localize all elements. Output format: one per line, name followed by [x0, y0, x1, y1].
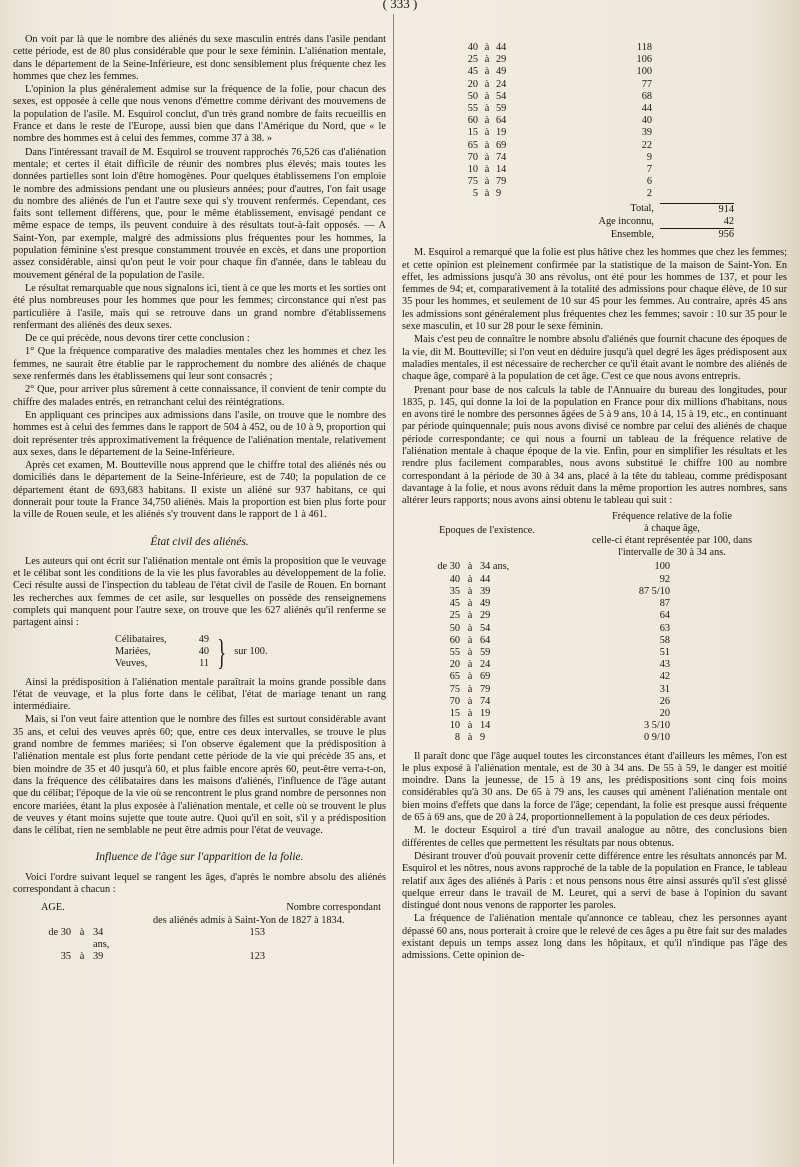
- paragraph: Après cet examen, M. Boutteville nous apprend que le chiffre total des aliénés nés ou domiciliés dans le département de la Seine-Inférieure, est de 740; la population de ce département étant de 693,683 habitans. Il existe un aliéné sur 937 habitans, ce qui donnerait pour toute la France 34,750 aliénés. Mais la proportion est bien plus forte pour la ville de Rouen seule, et les aliénés s'y trouvent dans le rapport de 1 à 461.: [13, 460, 386, 521]
- table-row: 55 à 59 44: [467, 103, 652, 115]
- civil-status-list: [115, 634, 386, 671]
- table-row: 65 à 69 42: [449, 671, 670, 683]
- right-column: [402, 42, 787, 964]
- paragraph: Prenant pour base de nos calculs la table de l'Annuaire du bureau des longitudes, pour 1835, p. 145, qui donne la loi de la population en France pour dix millions d'habitans, nous en avons tiré le nombre des personnes âgées de 5 à 9 ans, 10 à 14, 15 à 19, etc., en continuant par période quinquennale; puis nous avons divisé ce nombre par celui des aliénés de chaque période correspondante; ce qui nous a fourni un tableau de la fréquence relative de l'aliénation mentale à chaque époque de la vie. Enfin, pour en simplifier les résultats et les rendre plus facilement comparables, nous avons substitué le chiffre 100 au nombre correspondant à la période de 30 à 34 ans, placé à la tête du tableau, comme prédisposant davantage à la folie, et nous avons réduit dans la même proportion les autres nombres, sans altérer leurs rapports; nous avons ainsi obtenu le tableau qui suit :: [402, 384, 787, 507]
- ensemble-value: 956: [660, 229, 734, 242]
- frequency-table: [402, 561, 680, 744]
- table-row: 10 à 14 3 5/10: [449, 720, 670, 732]
- brace-glyph: }: [217, 632, 226, 673]
- section-title-age: Influence de l'âge sur l'apparition de la folie.: [95, 851, 304, 864]
- paragraph: Il paraît donc que l'âge auquel toutes les circonstances étant d'ailleurs les mêmes, l'on est le plus exposé à l'aliénation mentale, est de 30 à 34 ans. De 55 à 59, le danger est moitié moindre. Dans la jeunesse, de 15 à 19 ans, les prédispositions sont cinq fois moins considérables qu'à 30 ans. De 65 à 79 ans, les causes qui amènent l'aliénation mentale ont bien moins d'effets que dans la force de l'âge; cependant, la folie est presque aussi fréquente de 65 à 69 ans, que de 20 à 24, proportionnellement à la population de ces deux périodes.: [402, 750, 787, 824]
- left-column: [13, 34, 386, 964]
- table-row: 10 à 14 7: [467, 164, 652, 176]
- table-row: 45 à 49 87: [449, 598, 670, 610]
- total-value: 914: [660, 203, 734, 216]
- civil-row: Célibataires, 49: [115, 633, 209, 645]
- paragraph: Mais, si l'on veut faire attention que le nombre des filles est surtout considérable avant 35 ans, et celui des veuves après 60; que, entre ces deux intervalles, se trouve le plus grand nombre de femmes mariées; si l'on observe également que la prédisposition à l'aliénation mentale est plus forte pendant cette période de la vie qui précède 35 ans, et bien moindre de 35 et 40 jusqu'à 60, et plus faible encore après 60, peut-être verra-t-on, dans la fréquence des célibataires dans les maisons d'aliénés, l'influence de l'âge autant que du célibat; l'époque de la vie où se rencontrent le plus grand nombre de personnes non encore mariées, étant la plus exposée à l'aliénation mentale, et celle où se trouvent le plus de veuves y étant moins sujette que toute autre. Quoi qu'il en soit, s'il y a prédisposition dans le célibat, rien ne semblable ne peut être admis pour l'état de veuvage.: [13, 714, 386, 837]
- unknown-age-label: Age inconnu,: [598, 215, 654, 227]
- age-table-left: [13, 927, 265, 964]
- paragraph: De ce qui précède, nous devons tirer cette conclusion :: [25, 333, 250, 345]
- paragraph: La fréquence de l'aliénation mentale qu'annonce ce tableau, chez les personnes ayant dépassé 60 ans, nous porterait à croire que le relevé de ces âges a pu être fait sur des malades existant depuis un temps assez long dans les hôpitaux, et qu'il n'indique pas l'âge des admissions. Cette opinion de-: [402, 913, 787, 962]
- table-row: 35 à 39 123: [60, 951, 265, 963]
- paragraph: M. Esquirol a remarqué que la folie est plus hâtive chez les hommes que chez les femmes; et cette opinion est pleinement confirmée par la statistique de la maison de Saint-Yon. En effet, les admissions jusqu'à 30 ans révolus, ont été pour les hommes de 137, et pour les femmes de 94; et, comparativement à la totalité des admissions pour chaque élève, de 10 sur 35 pour les hommes, et seulement de 10 sur 45 pour les femmes. Au contraire, après 45 ans les admissions sont généralement plus fréquentes chez les femmes; savoir : 10 sur 35 pour le sexe masculin, et 10 sur 28 pour le sexe féminin.: [402, 247, 787, 333]
- table-row: 45 à 49 100: [467, 66, 652, 78]
- table-row: 15 à 19 20: [449, 707, 670, 719]
- table-row: 55 à 59 51: [449, 646, 670, 658]
- table-row: 20 à 24 43: [449, 659, 670, 671]
- table-row: 75 à 79 6: [467, 176, 652, 188]
- paragraph: Les auteurs qui ont écrit sur l'aliénation mentale ont émis la proposition que le veuvage et le célibat sont les conditions de la vie les plus favorables au développement de la folie. Ceci résulte aussi de l'inspection du tableau de l'état civil de l'asile de Rouen. En bornant les recherches aux femmes de cet asile, sur lesquelles on possède des renseignemens complets qui manquent pour l'autre sexe, on trouve que les 627 aliénés qu'il renferme se partagent ainsi :: [13, 555, 386, 629]
- table-row: 50 à 54 63: [449, 622, 670, 634]
- civil-total: sur 100.: [234, 645, 268, 657]
- table-row: 70 à 74 9: [467, 151, 652, 163]
- section-title-civil: État civil des aliénés.: [150, 535, 249, 548]
- age-table-right: [402, 42, 652, 201]
- unknown-age-value: 42: [723, 215, 734, 227]
- civil-row: Mariées, 40: [115, 645, 209, 657]
- table-row: de 30 à 34 ans, 153: [48, 926, 265, 951]
- ensemble-label: Ensemble,: [610, 228, 654, 240]
- paragraph: Voici l'ordre suivant lequel se rangent les âges, d'après le nombre absolu des aliénés correspondant à chacun :: [13, 871, 386, 895]
- table-row: 40 à 44 92: [449, 573, 670, 585]
- paragraph: On voit par là que le nombre des aliénés du sexe masculin entrés dans l'asile pendant cette période, est de 80 plus considérable que pour le sexe féminin. L'aliénation mentale, dans le département de la Seine-Inférieure, est donc sensiblement plus fréquente chez les hommes que chez les femmes.: [13, 34, 386, 82]
- table-row: 60 à 64 58: [449, 634, 670, 646]
- paragraph: Le résultat remarquable que nous signalons ici, tient à ce que les morts et les sorties ont été plus nombreuses pour les hommes que pour les femmes; circonstance qui n'est pas particulière à l'asile, mais qui se retrouve dans un grand nombre d'établissemens renfermant des aliénés des deux sexes.: [13, 282, 386, 331]
- paragraph: L'opinion la plus généralement admise sur la fréquence de la folie, pour chacun des sexes, est opposée à celle que nous venons d'émettre comme dérivant des mouvemens de la population de l'asile. M. Esquirol conclut, d'un très grand nombre de faits recueillis en France et dans le reste de l'Europe, aussi bien que dans l'Amérique du Nord, que « le nombre des hommes est à celui des femmes, comme 37 à 38. »: [13, 84, 386, 145]
- table-row: 65 à 69 22: [467, 139, 652, 151]
- table-row: 25 à 29 106: [467, 54, 652, 66]
- table-row: de 30 à 34 ans, 100: [437, 561, 670, 573]
- paragraph: 1° Que la fréquence comparative des maladies mentales chez les hommes et chez les femmes, ne saurait être établie par le rapprochement du nombre des aliénés de chaque sexe renfermés dans les établissemens qui leur sont consacrés ;: [13, 346, 386, 383]
- table-row: 8 à 9 0 9/10: [454, 732, 670, 744]
- age-table-totals: [478, 203, 734, 242]
- civil-row: Veuves, 11: [115, 658, 209, 670]
- age-table-subheader: des aliénés admis à Saint-Yon de 1827 à 1834.: [153, 914, 345, 926]
- table-row: 50 à 54 68: [467, 90, 652, 102]
- table-row: 40 à 44 118: [467, 42, 652, 53]
- total-label: Total,: [630, 203, 654, 215]
- table-row: 25 à 29 64: [449, 610, 670, 622]
- paragraph: Désirant trouver d'où pouvait provenir cette différence entre les résultats annoncés par M. Esquirol et les nôtres, nous avons rapproché de la table de la population en France, le tableau relatif aux âges des aliénés à Paris : et nous pensons nous être ainsi assurés qu'il s'est glissé quelque erreur dans le travail de M. Leuret, qui a servi de base à l'opinion du savant distingué dont nous venons de rapporter les paroles.: [402, 850, 787, 912]
- table-row: 5 à 9 2: [472, 188, 652, 200]
- paragraph: 2° Que, pour arriver plus sûrement à cette connaissance, il convient de tenir compte du chiffre des malades entrés, en retranchant celui des réintégrations.: [13, 384, 386, 408]
- table-row: 70 à 74 26: [449, 695, 670, 707]
- frequency-table-header: Epoques de l'existence. Fréquence relative de la folie à chaque âge, celle-ci étant représentée par 100, dans l'intervalle de 30 à 34 ans.: [439, 511, 753, 559]
- table-row: 75 à 79 31: [449, 683, 670, 695]
- page-number: ( 333 ): [382, 0, 418, 11]
- paragraph: M. le docteur Esquirol a tiré d'un travail analogue au nôtre, des conclusions bien différentes de celles que permettent les résultats par nous obtenus.: [402, 825, 787, 849]
- table-row: 60 à 64 40: [467, 115, 652, 127]
- paragraph: En appliquant ces principes aux admissions dans l'asile, on trouve que le nombre des hommes est à celui des femmes dans le rapport de 504 à 452, ou de 10 à 9, proportion qui doit représenter très approximativement la fréquence de l'aliénation mentale, relativement aux sexes, dans le département de la Seine-Inférieure.: [13, 409, 386, 458]
- paragraph: Ainsi la prédisposition à l'aliénation mentale paraîtrait la moins grande possible dans l'état de veuvage, et la plus forte dans le célibat, l'état de mariage tenant un rang intermédiaire.: [13, 676, 386, 713]
- paragraph: Dans l'intéressant travail de M. Esquirol se trouvent rapprochés 76,526 cas d'aliénation mentale; et certes il était difficile de réunir des nombres plus élevés; mais toutes les données partielles sont loin d'être homogènes. Pour quelques établissemens l'on emploie le nombre des admissions pendant une ou plusieurs années; pour d'autres, l'on fait usage du nombre des aliénés de l'un et l'autre sexe qui s'y trouvent renfermés. Cependant, ces faits sont tellement différens, que, pour le même établissement, envisagé pendant ce même espace de temps, ils peuvent conduire à des résultats tout-à-fait opposés. — A Saint-Yon, par exemple, malgré des admissions plus fréquentes pour les hommes, la population féminine s'est presque constamment trouvée en excès, et dans une proportion assez considérable, ainsi qu'on peut le voir pour chaque fin d'année, dans le tableau du mouvement général de la population de l'asile.: [13, 146, 386, 281]
- table-row: 15 à 19 39: [467, 127, 652, 139]
- paragraph: Mais c'est peu de connaître le nombre absolu d'aliénés que fournit chacune des époques de la vie, dit M. Boutteville; si l'on veut en déduire jusqu'à quel degré les âges prédisposent aux maladies mentales, il est nécessaire de rechercher ce qu'il était avant le nombre des aliénés de chaque âge, comparé à la population de cet âge. C'est ce que nous avons entrepris.: [402, 334, 787, 383]
- table-row: 20 à 24 77: [467, 78, 652, 90]
- column-divider: [393, 14, 394, 1164]
- age-table-header: AGE. Nombre correspondant: [41, 902, 381, 914]
- table-row: 35 à 39 87 5/10: [449, 585, 670, 597]
